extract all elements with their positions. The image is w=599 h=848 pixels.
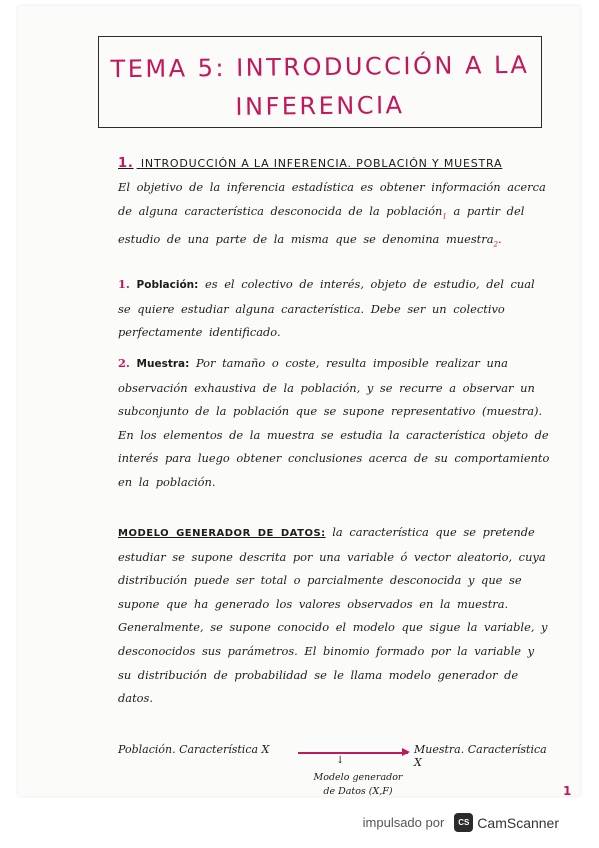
- model-label: MODELO GENERADOR DE DATOS:: [118, 528, 326, 539]
- arrow-right-icon: [298, 752, 408, 754]
- intro-text-mid: a partir del estudio de una parte de la misma que se denomina muestra: [118, 203, 525, 247]
- footnote-2: 2: [493, 240, 498, 249]
- model-paragraph: [118, 521, 553, 711]
- model-text: la característica que se pretende estudiar se supone descrita por una variable ó vector aleatorio, cuya distribución puede ser total o parcialmente desconocida y que se supone que ha generado los valores observados en la muestra. Generalmente, se supone conocido el modelo que sigue la variable, y desconocidos sus parámetros. El binomio formado por la variable y su distribución de probabilidad se le llama modelo generador de datos.: [118, 525, 548, 706]
- item-number: 2.: [118, 356, 130, 370]
- camscanner-logo-icon: CS: [454, 813, 473, 832]
- scanner-footer: [363, 813, 559, 832]
- diagram-model: [308, 771, 408, 799]
- muestra-label: Muestra:: [136, 358, 190, 370]
- muestra-paragraph: [118, 352, 553, 495]
- diagram-model-line-2: de Datos (X,F): [323, 786, 393, 797]
- footer-prefix: impulsado por: [362, 815, 445, 830]
- diagram-population: Población. Característica X: [118, 743, 270, 756]
- poblacion-text: es el colectivo de interés, objeto de estudio, del cual se quiere estudiar alguna característica. Debe ser un colectivo perfectamente identificado.: [118, 277, 535, 340]
- footer-brand: CamScanner: [477, 814, 559, 831]
- page-title-line-1: TEMA 5: INTRODUCCIÓN A LA: [110, 50, 530, 84]
- diagram-sample: Muestra. Característica X: [414, 743, 547, 769]
- poblacion-paragraph: [118, 273, 553, 345]
- muestra-text: Por tamaño o coste, resulta imposible realizar una observación exhaustiva de la población, y se recurre a observar un subconjunto de la población que se supone representativo (muestra). En los elementos de la muestra se estudia la característica objeto de interés para luego obtener conclusiones acerca de su comportamiento en la población.: [118, 356, 550, 489]
- intro-text-end: .: [497, 232, 502, 247]
- section-heading-text: INTRODUCCIÓN A LA INFERENCIA. POBLACIÓN Y MUESTRA: [140, 157, 503, 170]
- sampling-diagram: [118, 741, 558, 801]
- section-number: 1.: [118, 156, 134, 171]
- diagram-model-line-1: Modelo generador: [313, 772, 403, 783]
- footnote-1: 1: [442, 211, 447, 220]
- scanned-page: [18, 6, 580, 796]
- item-number: 1.: [118, 277, 130, 291]
- title-box: [98, 36, 542, 128]
- page-title-line-2: INFERENCIA: [235, 91, 405, 121]
- arrow-down-icon: ↓: [336, 755, 345, 766]
- poblacion-label: Población:: [136, 279, 199, 291]
- intro-text: El objetivo de la inferencia estadística es obtener información acerca de alguna característica desconocida de la población: [118, 180, 546, 218]
- intro-paragraph: [118, 176, 553, 257]
- page-number: 1: [563, 784, 572, 798]
- section-heading: [118, 156, 528, 171]
